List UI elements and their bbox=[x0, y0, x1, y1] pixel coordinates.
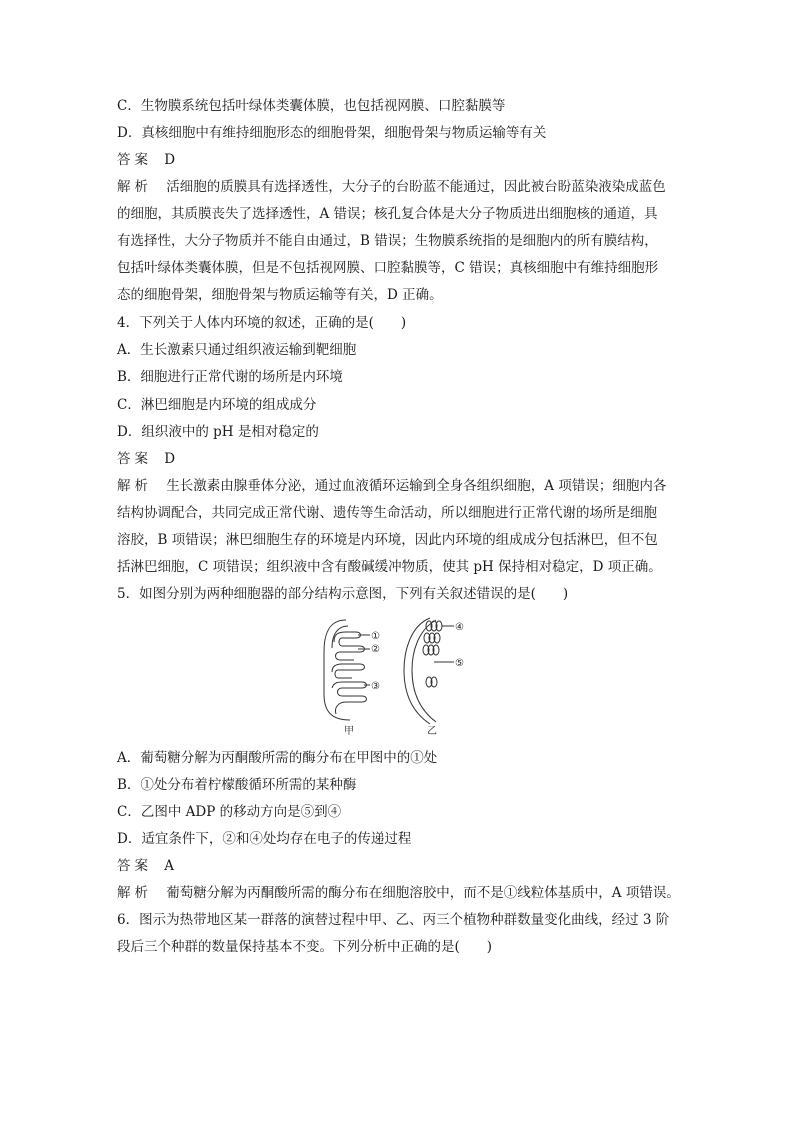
mark-4: ④ bbox=[455, 622, 464, 633]
analysis-label: 解析 bbox=[117, 478, 152, 494]
q3-option-c: C．生物膜系统包括叶绿体类囊体膜，也包括视网膜、口腔黏膜等 bbox=[117, 98, 506, 114]
mark-1: ① bbox=[371, 631, 380, 642]
mitochondrion-structure bbox=[324, 620, 370, 720]
q3-option-d: D．真核细胞中有维持细胞形态的细胞骨架，细胞骨架与物质运输等有关 bbox=[117, 125, 547, 141]
q4-option-b: B．细胞进行正常代谢的场所是内环境 bbox=[117, 369, 343, 385]
q5-answer bbox=[117, 856, 697, 876]
analysis-label: 解析 bbox=[117, 885, 152, 901]
analysis-text: 葡萄糖分解为丙酮酸所需的酶分布在细胞溶胶中，而不是①线粒体基质中，A 项错误。 bbox=[166, 885, 680, 901]
organelle-diagram-svg bbox=[312, 612, 492, 742]
q4-option-c: C．淋巴细胞是内环境的组成成分 bbox=[117, 397, 317, 413]
q3-answer bbox=[117, 150, 697, 170]
mark-2: ② bbox=[371, 644, 380, 655]
answer-label: 答案 bbox=[117, 451, 152, 467]
analysis-label: 解析 bbox=[117, 179, 152, 195]
answer-label: 答案 bbox=[117, 152, 152, 168]
q4-analysis-line: 括淋巴细胞，C 项错误；组织液中含有酸碱缓冲物质，使其 pH 保持相对稳定，D 项正确。 bbox=[117, 559, 662, 575]
q6-stem-line: 段后三个种群的数量保持基本不变。下列分析中正确的是( ) bbox=[117, 939, 493, 955]
q5-option-d: D．适宜条件下，②和④处均存在电子的传递过程 bbox=[117, 831, 412, 847]
q5-option-b: B．①处分布着柠檬酸循环所需的某种酶 bbox=[117, 777, 357, 793]
q5-stem: 5．如图分别为两种细胞器的部分结构示意图，下列有关叙述错误的是( ) bbox=[117, 586, 569, 602]
organelle-diagram bbox=[312, 612, 492, 742]
q4-analysis-line: 结构协调配合，共同完成正常代谢、遗传等生命活动，所以细胞进行正常代谢的场所是细胞 bbox=[117, 505, 657, 521]
q6-stem-line: 6．图示为热带地区某一群落的演替过程中甲、乙、丙三个植物种群数量变化曲线，经过 3 阶 bbox=[117, 912, 670, 928]
chloroplast-structure bbox=[404, 618, 454, 724]
q4-stem: 4．下列关于人体内环境的叙述，正确的是( ) bbox=[117, 315, 407, 331]
mark-5: ⑤ bbox=[455, 658, 464, 669]
q5-option-c: C．乙图中 ADP 的移动方向是⑤到④ bbox=[117, 804, 342, 820]
mark-3: ③ bbox=[371, 681, 380, 692]
q3-analysis-line: 有选择性，大分子物质并不能自由通过，B 错误；生物膜系统指的是细胞内的所有膜结构， bbox=[117, 233, 658, 249]
label-yi: 乙 bbox=[427, 726, 437, 737]
label-jia: 甲 bbox=[344, 726, 354, 737]
answer-value: A bbox=[164, 858, 175, 874]
q5-analysis-line bbox=[117, 883, 697, 903]
answer-label: 答案 bbox=[117, 858, 152, 874]
q3-analysis-line bbox=[117, 177, 697, 197]
q4-option-d: D．组织液中的 pH 是相对稳定的 bbox=[117, 424, 319, 440]
q4-analysis-line bbox=[117, 476, 697, 496]
analysis-text: 活细胞的质膜具有选择透性，大分子的台盼蓝不能通过，因此被台盼蓝染液染成蓝色 bbox=[166, 179, 666, 195]
q3-analysis-line: 态的细胞骨架，细胞骨架与物质运输等有关，D 正确。 bbox=[117, 287, 443, 303]
q5-option-a: A．葡萄糖分解为丙酮酸所需的酶分布在甲图中的①处 bbox=[117, 750, 438, 766]
q3-analysis-line: 的细胞，其质膜丧失了选择透性，A 错误；核孔复合体是大分子物质进出细胞核的通道，具 bbox=[117, 206, 658, 222]
q4-answer bbox=[117, 449, 697, 469]
answer-value: D bbox=[164, 451, 176, 467]
q4-analysis-line: 溶胶，B 项错误；淋巴细胞生存的环境是内环境，因此内环境的组成成分包括淋巴，但不包 bbox=[117, 532, 658, 548]
analysis-text: 生长激素由腺垂体分泌，通过血液循环运输到全身各组织细胞，A 项错误；细胞内各 bbox=[166, 478, 667, 494]
q3-analysis-line: 包括叶绿体类囊体膜，但是不包括视网膜、口腔黏膜等，C 错误；真核细胞中有维持细胞形 bbox=[117, 260, 659, 276]
q4-option-a: A．生长激素只通过组织液运输到靶细胞 bbox=[117, 342, 357, 358]
answer-value: D bbox=[164, 152, 176, 168]
